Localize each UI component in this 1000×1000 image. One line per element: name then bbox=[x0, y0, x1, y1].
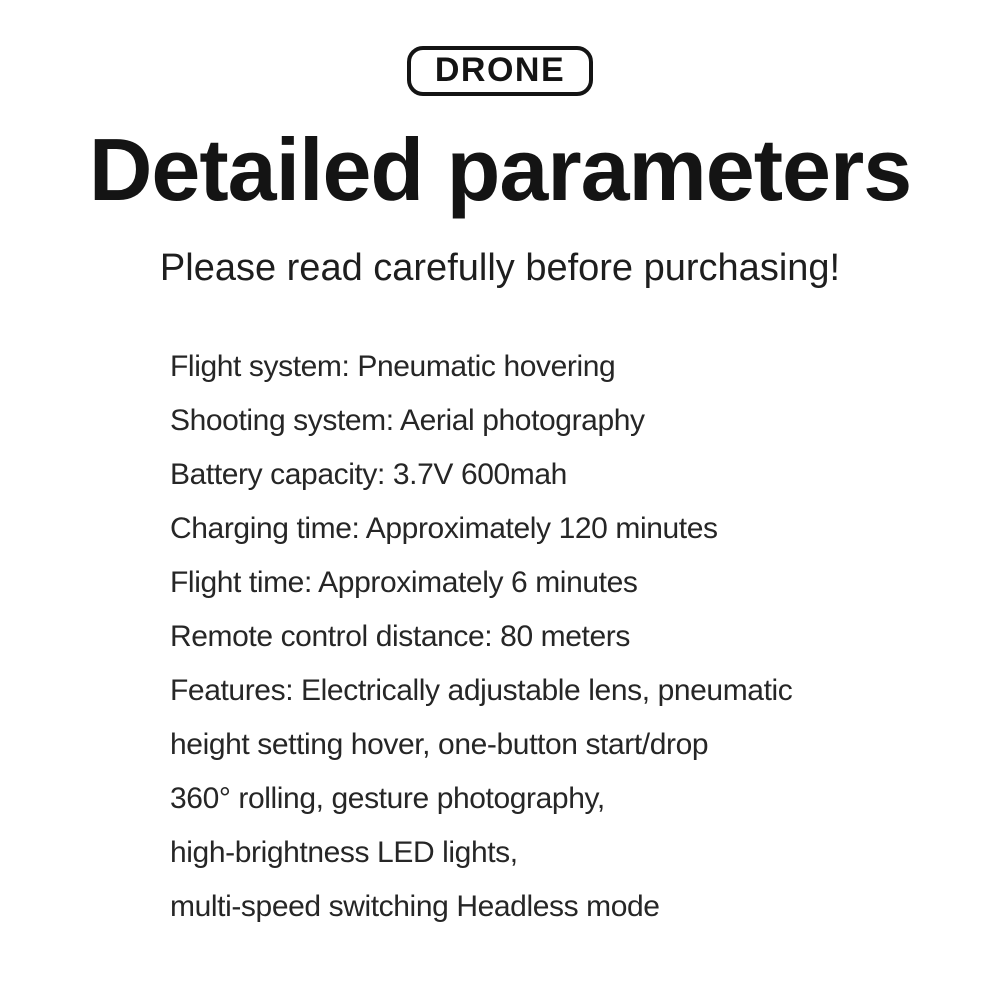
spec-line: Battery capacity: 3.7V 600mah bbox=[170, 458, 567, 491]
spec-line: height setting hover, one-button start/drop bbox=[170, 728, 709, 761]
page-subtitle: Please read carefully before purchasing! bbox=[159, 247, 841, 289]
page-title: Detailed parameters bbox=[88, 120, 912, 219]
spec-list bbox=[170, 340, 940, 934]
spec-line: multi-speed switching Headless mode bbox=[170, 890, 660, 923]
spec-line: 360° rolling, gesture photography, bbox=[170, 782, 605, 815]
spec-line: Flight time: Approximately 6 minutes bbox=[170, 566, 638, 599]
spec-line: Flight system: Pneumatic hovering bbox=[170, 350, 616, 383]
spec-line: Remote control distance: 80 meters bbox=[170, 620, 630, 653]
spec-line: Features: Electrically adjustable lens, pneumatic bbox=[170, 674, 793, 707]
spec-line: Charging time: Approximately 120 minutes bbox=[170, 512, 718, 545]
badge-container bbox=[0, 0, 1000, 96]
drone-badge: DRONE bbox=[407, 46, 593, 96]
spec-line: high-brightness LED lights, bbox=[170, 836, 518, 869]
spec-line: Shooting system: Aerial photography bbox=[170, 404, 645, 437]
